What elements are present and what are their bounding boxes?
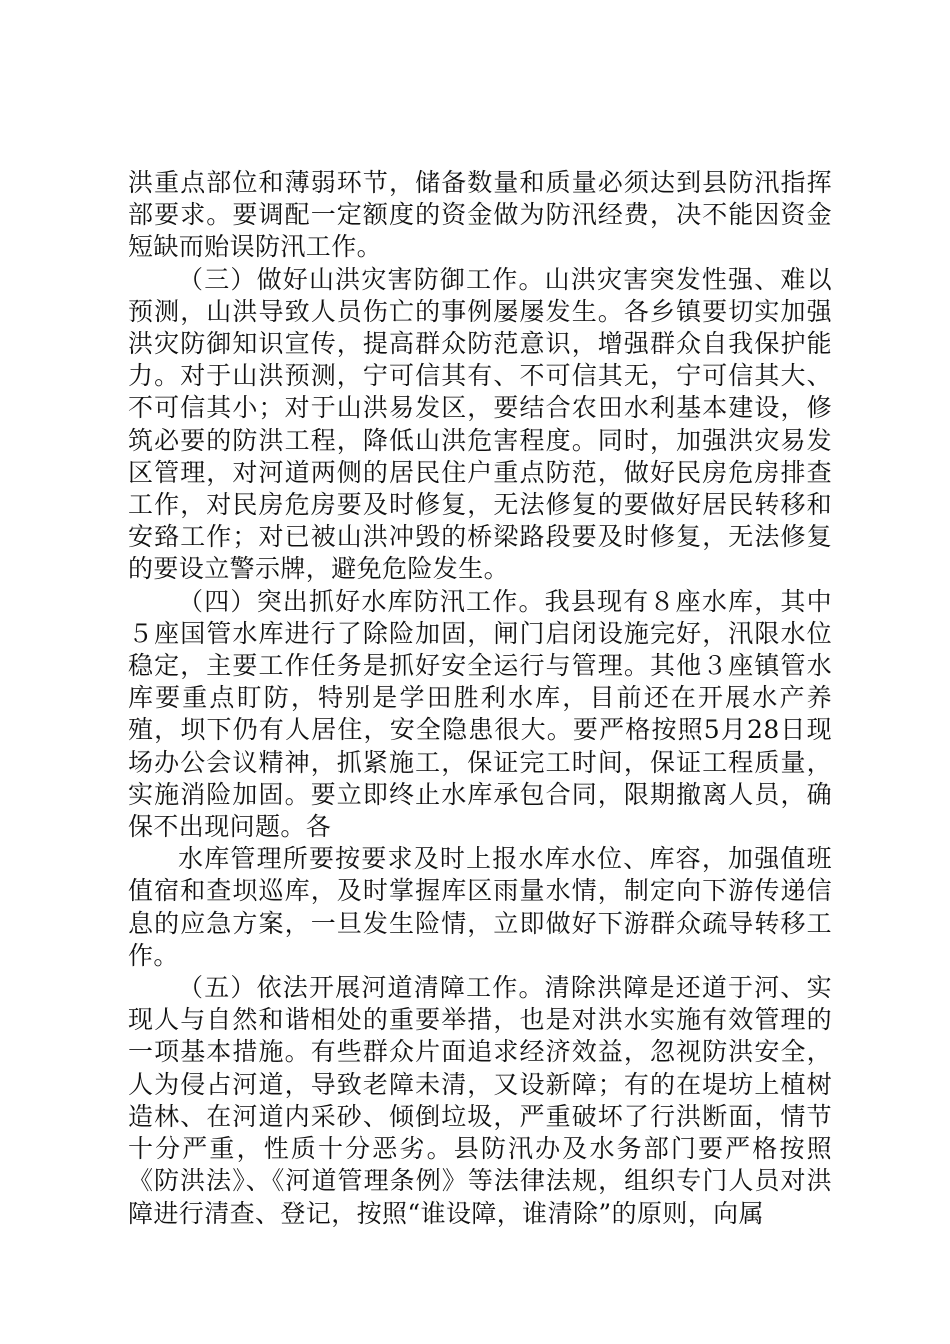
document-page — [128, 167, 832, 1230]
paragraph-mountain-flood-prevention: （三）做好山洪灾害防御工作。山洪灾害突发性强、难以预测，山洪导致人员伤亡的事例屡屡发生。各乡镇要切实加强洪灾防御知识宣传，提高群众防范意识，增强群众自我保护能力。对于山洪预测，宁可信其有、不可信其无，宁可信其大、不可信其小；对于山洪易发区，要结合农田水利基本建设，修筑必要的防洪工程，降低山洪危害程度。同时，加强洪灾易发区管理，对河道两侧的居民住户重点防范，做好民房危房排查工作，对民房危房要及时修复，无法修复的要做好居民转移和安臵工作；对已被山洪冲毁的桥梁路段要及时修复，无法修复的要设立警示牌，避免危险发生。 — [128, 264, 832, 584]
paragraph-reservoir-management: 水库管理所要按要求及时上报水库水位、库容，加强值班值宿和查坝巡库，及时掌握库区雨量水情，制定向下游传递信息的应急方案，一旦发生险情，立即做好下游群众疏导转移工作。 — [128, 844, 832, 970]
paragraph-reservoir-flood-control: （四）突出抓好水库防汛工作。我县现有８座水库，其中５座国管水库进行了除险加固，闸门启闭设施完好，汛限水位稳定，主要工作任务是抓好安全运行与管理。其他３座镇管水库要重点盯防，特别是学田胜利水库，目前还在开展水产养殖，坝下仍有人居住，安全隐患很大。要严格按照5月28日现场办公会议精神，抓紧施工，保证完工时间，保证工程质量，实施消险加固。要立即终止水库承包合同，限期撤离人员，确保不出现问题。各 — [128, 586, 832, 842]
paragraph-river-channel-clearing: （五）依法开展河道清障工作。清除洪障是还道于河、实现人与自然和谐相处的重要举措，也是对洪水实施有效管理的一项基本措施。有些群众片面追求经济效益，忽视防洪安全，人为侵占河道，导致老障未清，又设新障；有的在堤坊上植树造林、在河道内采砂、倾倒垃圾，严重破坏了行洪断面，情节十分严重，性质十分恶劣。县防汛办及水务部门要严格按照《防洪法》、《河道管理条例》等法律法规，组织专门人员对洪障进行清查、登记，按照“谁设障，谁清除”的原则，向属 — [128, 973, 832, 1228]
paragraph-flood-reserves-continued: 洪重点部位和薄弱环节，储备数量和质量必须达到县防汛指挥部要求。要调配一定额度的资金做为防汛经费，决不能因资金短缺而贻误防汛工作。 — [128, 168, 832, 262]
